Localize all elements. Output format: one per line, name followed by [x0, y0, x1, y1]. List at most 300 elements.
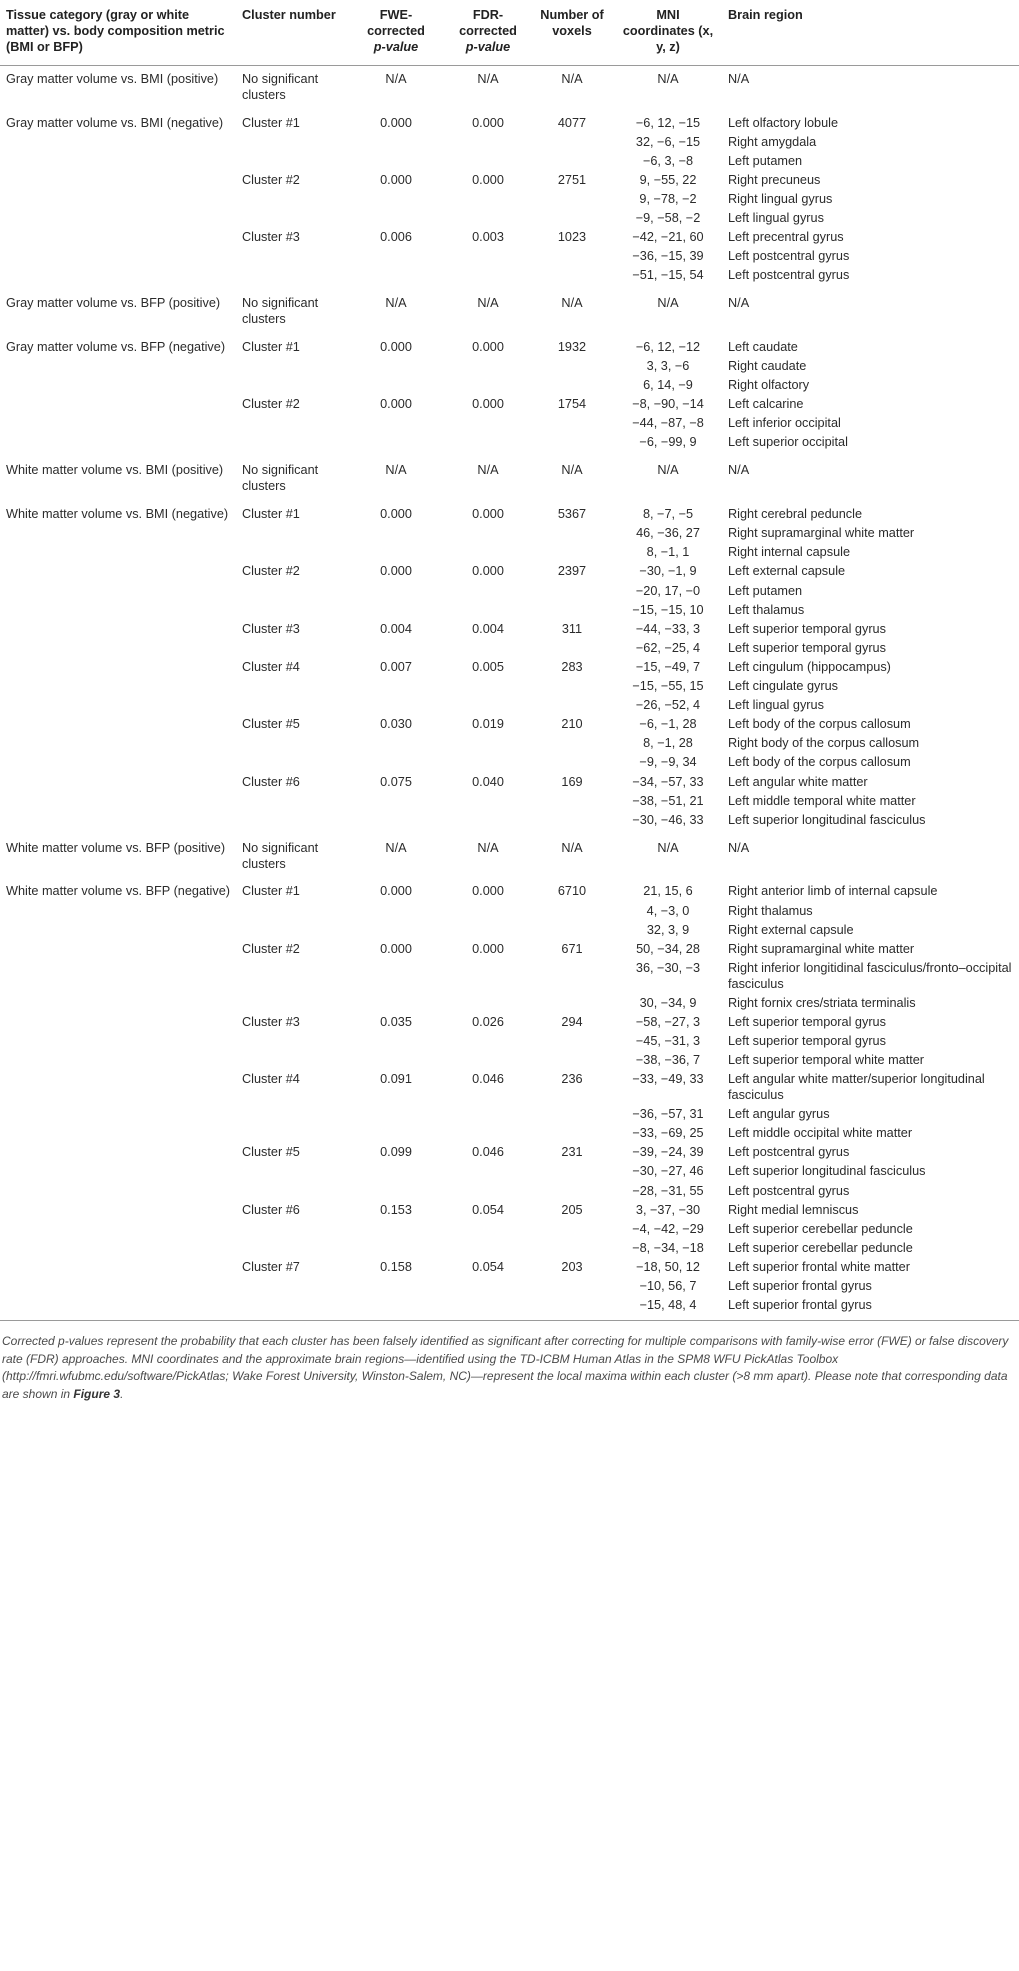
- cluster-number-cell: Cluster #1: [242, 340, 300, 354]
- table-row: [0, 1032, 1019, 1051]
- mni-coordinates-cell: N/A: [657, 296, 679, 311]
- cluster-number-cell: Cluster #2: [242, 564, 300, 579]
- fwe-pvalue-cell: [346, 677, 446, 696]
- cluster-number-cell: Cluster #5: [242, 717, 300, 732]
- voxel-count-cell: 205: [561, 1202, 583, 1217]
- table-row: [0, 65, 1019, 109]
- table-row: [0, 716, 1019, 735]
- tissue-category-cell: [0, 639, 236, 658]
- brain-region-cell: Right internal capsule: [728, 545, 851, 560]
- tissue-category-cell: Gray matter volume vs. BMI (positive): [6, 71, 219, 86]
- fdr-pvalue-cell: [446, 677, 530, 696]
- tissue-category-cell: [0, 1051, 236, 1070]
- fwe-pvalue-cell: [346, 415, 446, 434]
- fwe-pvalue-cell: [346, 1239, 446, 1258]
- brain-region-cell: Left inferior occipital: [728, 416, 841, 431]
- cluster-number-cell: [236, 1277, 346, 1296]
- table-row: [0, 525, 1019, 544]
- brain-region-cell: Left angular white matter: [728, 774, 868, 789]
- voxel-count-cell: [530, 209, 614, 228]
- fwe-pvalue-cell: N/A: [385, 296, 407, 311]
- cluster-number-cell: [236, 377, 346, 396]
- fwe-pvalue-cell: [346, 792, 446, 811]
- voxel-count-cell: [530, 1297, 614, 1321]
- cluster-number-cell: Cluster #6: [242, 774, 300, 789]
- brain-region-cell: Left superior frontal white matter: [728, 1259, 910, 1274]
- table-row: [0, 677, 1019, 696]
- voxel-count-cell: [530, 994, 614, 1013]
- tissue-category-cell: [0, 677, 236, 696]
- cluster-number-cell: [236, 601, 346, 620]
- tissue-category-cell: [0, 434, 236, 458]
- table-row: [0, 620, 1019, 639]
- brain-region-cell: Left external capsule: [728, 564, 846, 579]
- voxel-count-cell: [530, 1125, 614, 1144]
- table-row: [0, 940, 1019, 959]
- footnote-text: Corrected p-values represent the probability that each cluster has been falsely identified as significant after correcting for multiple comparisons with family-wise error (FWE) or false discovery rate (FDR) approaches. MNI coordinates and the approximate brain regions—identified using the TD-ICBM Human Atlas in the SPM8 WFU PickAtlas Toolbox (http://fmri.wfubmc.edu/software/PickAtlas; Wake Forest University, Winston-Salem, NC)—represent the local maxima within each cluster (>8 mm apart). Please note that corresponding data are shown in: [2, 1334, 1009, 1401]
- fdr-pvalue-cell: [446, 358, 530, 377]
- fdr-pvalue-cell: 0.046: [472, 1145, 504, 1160]
- mni-coordinates-cell: 9, −78, −2: [639, 191, 697, 206]
- tissue-category-cell: [0, 133, 236, 152]
- mni-coordinates-cell: −51, −15, 54: [632, 268, 704, 283]
- fwe-pvalue-cell: 0.000: [380, 397, 412, 412]
- fdr-pvalue-cell: [446, 902, 530, 921]
- fwe-pvalue-cell: N/A: [385, 840, 407, 855]
- tissue-category-cell: [0, 1106, 236, 1125]
- fwe-pvalue-cell: [346, 267, 446, 291]
- fwe-pvalue-cell: [346, 959, 446, 994]
- fwe-pvalue-cell: 0.000: [380, 564, 412, 579]
- tissue-category-cell: [0, 1125, 236, 1144]
- fwe-pvalue-cell: 0.000: [380, 172, 412, 187]
- table-row: [0, 396, 1019, 415]
- table-row: [0, 1277, 1019, 1296]
- fdr-pvalue-cell: [446, 152, 530, 171]
- fwe-pvalue-cell: 0.158: [380, 1259, 412, 1274]
- cluster-number-cell: Cluster #3: [242, 621, 300, 636]
- fwe-pvalue-cell: 0.000: [380, 941, 412, 956]
- fwe-pvalue-cell: 0.000: [380, 115, 412, 130]
- fdr-pvalue-cell: [446, 133, 530, 152]
- table-row: [0, 994, 1019, 1013]
- voxel-count-cell: [530, 959, 614, 994]
- tissue-category-cell: Gray matter volume vs. BMI (negative): [6, 115, 224, 130]
- brain-region-cell: Left superior temporal gyrus: [728, 1014, 886, 1029]
- table-row: [0, 754, 1019, 773]
- voxel-count-cell: N/A: [561, 840, 583, 855]
- brain-region-cell: Left postcentral gyrus: [728, 1183, 850, 1198]
- voxel-count-cell: 169: [561, 774, 583, 789]
- mni-coordinates-cell: −26, −52, 4: [635, 698, 701, 713]
- voxel-count-cell: [530, 1051, 614, 1070]
- table-row: [0, 835, 1019, 879]
- mni-coordinates-cell: −30, −46, 33: [632, 812, 704, 827]
- table-row: [0, 190, 1019, 209]
- fdr-pvalue-cell: 0.026: [472, 1014, 504, 1029]
- mni-coordinates-cell: −8, −90, −14: [632, 397, 704, 412]
- voxel-count-cell: 236: [561, 1072, 583, 1087]
- mni-coordinates-cell: 50, −34, 28: [636, 941, 700, 956]
- brain-region-cell: Right medial lemniscus: [728, 1202, 859, 1217]
- voxel-count-cell: [530, 190, 614, 209]
- voxel-count-cell: [530, 434, 614, 458]
- brain-region-cell: Left lingual gyrus: [728, 211, 824, 225]
- table-row: [0, 1182, 1019, 1201]
- cluster-number-cell: [236, 152, 346, 171]
- header-fwe-label: FWE-corrected: [367, 8, 425, 38]
- tissue-category-cell: [0, 209, 236, 228]
- cluster-number-cell: [236, 358, 346, 377]
- fdr-pvalue-cell: [446, 639, 530, 658]
- tissue-category-cell: [0, 415, 236, 434]
- mni-coordinates-cell: −6, −1, 28: [639, 717, 697, 732]
- cluster-number-cell: Cluster #4: [242, 659, 300, 674]
- voxel-count-cell: [530, 1277, 614, 1296]
- mni-coordinates-cell: 6, 14, −9: [643, 378, 693, 393]
- mni-coordinates-cell: −44, −87, −8: [632, 416, 704, 431]
- tissue-category-cell: [0, 544, 236, 563]
- mni-coordinates-cell: −9, −58, −2: [635, 211, 701, 225]
- fwe-pvalue-cell: [346, 754, 446, 773]
- voxel-count-cell: [530, 1163, 614, 1182]
- mni-coordinates-cell: −30, −27, 46: [632, 1164, 704, 1179]
- table-row: [0, 639, 1019, 658]
- voxel-count-cell: [530, 1239, 614, 1258]
- header-brain-region: Brain region: [722, 0, 1019, 65]
- tissue-category-cell: [0, 358, 236, 377]
- fwe-pvalue-cell: [346, 921, 446, 940]
- fdr-pvalue-cell: 0.054: [472, 1202, 504, 1217]
- fdr-pvalue-cell: [446, 959, 530, 994]
- tissue-category-cell: [0, 1258, 236, 1277]
- header-mni-coordinates: MNI coordinates (x, y, z): [614, 0, 722, 65]
- tissue-category-cell: [0, 773, 236, 792]
- voxel-count-cell: [530, 582, 614, 601]
- table-row: [0, 377, 1019, 396]
- tissue-category-cell: Gray matter volume vs. BFP (positive): [6, 296, 221, 311]
- mni-coordinates-cell: −62, −25, 4: [635, 640, 701, 655]
- fdr-pvalue-cell: 0.000: [472, 397, 504, 412]
- fwe-pvalue-cell: [346, 735, 446, 754]
- mni-coordinates-cell: 8, −1, 28: [643, 736, 693, 751]
- voxel-count-cell: [530, 133, 614, 152]
- tissue-category-cell: [0, 1239, 236, 1258]
- fdr-pvalue-cell: 0.003: [472, 230, 504, 245]
- mni-coordinates-cell: 8, −7, −5: [642, 507, 694, 522]
- fwe-pvalue-cell: [346, 994, 446, 1013]
- table-row: [0, 811, 1019, 835]
- voxel-count-cell: [530, 601, 614, 620]
- voxel-count-cell: N/A: [561, 296, 583, 311]
- header-tissue-category: Tissue category (gray or white matter) vs. body composition metric (BMI or BFP): [0, 0, 236, 65]
- cluster-number-cell: No significant clusters: [242, 296, 319, 327]
- fwe-pvalue-cell: [346, 811, 446, 835]
- cluster-number-cell: Cluster #7: [242, 1259, 300, 1274]
- cluster-number-cell: Cluster #2: [242, 397, 300, 412]
- fdr-pvalue-cell: [446, 994, 530, 1013]
- brain-region-cell: Left lingual gyrus: [728, 698, 824, 713]
- table-row: [0, 171, 1019, 190]
- tissue-category-cell: [0, 1182, 236, 1201]
- table-row: [0, 133, 1019, 152]
- tissue-category-cell: [0, 959, 236, 994]
- cluster-number-cell: [236, 1297, 346, 1321]
- voxel-count-cell: [530, 735, 614, 754]
- cluster-number-cell: [236, 525, 346, 544]
- brain-region-cell: Left superior longitudinal fasciculus: [728, 812, 926, 827]
- brain-region-cell: Left caudate: [728, 340, 798, 354]
- cluster-number-cell: Cluster #1: [242, 884, 300, 899]
- brain-region-cell: Left superior longitudinal fasciculus: [728, 1164, 926, 1179]
- tissue-category-cell: [0, 377, 236, 396]
- voxel-count-cell: 1754: [557, 397, 587, 412]
- voxel-count-cell: [530, 1032, 614, 1051]
- mni-coordinates-cell: −38, −51, 21: [632, 793, 704, 808]
- tissue-category-cell: White matter volume vs. BFP (positive): [6, 840, 226, 855]
- table-row: [0, 792, 1019, 811]
- mni-coordinates-cell: 4, −3, 0: [646, 903, 690, 918]
- mni-coordinates-cell: 30, −34, 9: [639, 995, 697, 1010]
- table-row: [0, 267, 1019, 291]
- table-row: [0, 878, 1019, 902]
- voxel-count-cell: 6710: [557, 884, 587, 899]
- cluster-number-cell: [236, 190, 346, 209]
- table-row: [0, 1258, 1019, 1277]
- voxel-count-cell: N/A: [561, 463, 583, 478]
- cluster-number-cell: [236, 639, 346, 658]
- cluster-number-cell: [236, 582, 346, 601]
- brain-region-cell: Right body of the corpus callosum: [728, 736, 920, 751]
- brain-region-cell: Left calcarine: [728, 397, 804, 412]
- tissue-category-cell: [0, 396, 236, 415]
- table-row: [0, 434, 1019, 458]
- header-fdr-corrected: [446, 0, 530, 65]
- fdr-pvalue-cell: [446, 1106, 530, 1125]
- fdr-pvalue-cell: [446, 434, 530, 458]
- brain-region-cell: Left putamen: [728, 583, 803, 598]
- brain-region-cell: Right supramarginal white matter: [728, 526, 915, 541]
- fdr-pvalue-cell: 0.054: [472, 1259, 504, 1274]
- fwe-pvalue-cell: 0.007: [380, 659, 412, 674]
- cluster-number-cell: [236, 902, 346, 921]
- table-row: [0, 110, 1019, 134]
- voxel-count-cell: 311: [561, 621, 583, 636]
- mni-coordinates-cell: 3, −37, −30: [635, 1202, 701, 1217]
- tissue-category-cell: White matter volume vs. BFP (negative): [6, 884, 230, 899]
- table-row: [0, 1163, 1019, 1182]
- table-row: [0, 229, 1019, 248]
- voxel-count-cell: 2397: [557, 564, 587, 579]
- brain-region-cell: Left postcentral gyrus: [728, 268, 850, 283]
- table-row: [0, 1125, 1019, 1144]
- mni-coordinates-cell: 21, 15, 6: [643, 884, 693, 899]
- tissue-category-cell: [0, 994, 236, 1013]
- cluster-number-cell: [236, 677, 346, 696]
- cluster-number-cell: [236, 1182, 346, 1201]
- cluster-number-cell: Cluster #4: [242, 1072, 300, 1087]
- table-row: [0, 921, 1019, 940]
- cluster-number-cell: Cluster #1: [242, 115, 300, 130]
- mni-coordinates-cell: −20, 17, −0: [635, 583, 701, 598]
- fdr-pvalue-cell: [446, 1051, 530, 1070]
- voxel-count-cell: 294: [561, 1014, 583, 1029]
- cluster-number-cell: [236, 248, 346, 267]
- fwe-pvalue-cell: 0.035: [380, 1014, 412, 1029]
- mni-coordinates-cell: −6, 12, −12: [635, 340, 701, 354]
- cluster-number-cell: [236, 415, 346, 434]
- brain-region-cell: Left putamen: [728, 153, 803, 168]
- fdr-pvalue-cell: 0.000: [472, 884, 504, 899]
- table-row: [0, 1201, 1019, 1220]
- mni-coordinates-cell: 9, −55, 22: [639, 172, 697, 187]
- brain-region-cell: Right supramarginal white matter: [728, 941, 915, 956]
- mni-coordinates-cell: −15, −55, 15: [632, 679, 704, 694]
- table-row: [0, 735, 1019, 754]
- cluster-number-cell: [236, 1032, 346, 1051]
- tissue-category-cell: [0, 716, 236, 735]
- mni-coordinates-cell: 46, −36, 27: [636, 526, 700, 541]
- brain-region-cell: Right anterior limb of internal capsule: [728, 884, 938, 899]
- table-body: [0, 65, 1019, 1320]
- brain-region-cell: Right fornix cres/striata terminalis: [728, 995, 916, 1010]
- brain-region-cell: Left cingulum (hippocampus): [728, 659, 891, 674]
- tissue-category-cell: [0, 921, 236, 940]
- brain-region-cell: Right amygdala: [728, 134, 817, 149]
- brain-region-cell: N/A: [728, 463, 750, 478]
- table-row: [0, 959, 1019, 994]
- fdr-pvalue-cell: 0.000: [472, 340, 504, 354]
- mni-coordinates-cell: 8, −1, 1: [646, 545, 690, 560]
- voxel-count-cell: N/A: [561, 71, 583, 86]
- voxel-count-cell: [530, 525, 614, 544]
- tissue-category-cell: White matter volume vs. BMI (negative): [6, 507, 229, 522]
- tissue-category-cell: [0, 1071, 236, 1106]
- table-row: [0, 582, 1019, 601]
- voxel-count-cell: 203: [561, 1259, 583, 1274]
- cluster-number-cell: [236, 921, 346, 940]
- cluster-number-cell: [236, 1239, 346, 1258]
- brain-region-cell: Left middle temporal white matter: [728, 793, 916, 808]
- cluster-number-cell: [236, 994, 346, 1013]
- tissue-category-cell: [0, 658, 236, 677]
- fdr-pvalue-cell: N/A: [477, 296, 499, 311]
- brain-region-cell: Right cerebral peduncle: [728, 507, 863, 522]
- brain-region-cell: Left superior cerebellar peduncle: [728, 1240, 913, 1255]
- tissue-category-cell: [0, 171, 236, 190]
- tissue-category-cell: [0, 1032, 236, 1051]
- table-row: [0, 457, 1019, 501]
- fdr-pvalue-cell: [446, 415, 530, 434]
- cluster-number-cell: [236, 544, 346, 563]
- fwe-pvalue-cell: [346, 544, 446, 563]
- table-row: [0, 601, 1019, 620]
- fdr-pvalue-cell: [446, 267, 530, 291]
- footnote-figure-ref: Figure 3: [73, 1386, 121, 1401]
- tissue-category-cell: White matter volume vs. BMI (positive): [6, 463, 224, 478]
- header-fwe-pvalue: p-value: [373, 39, 419, 54]
- tissue-category-cell: [0, 811, 236, 835]
- cluster-number-cell: No significant clusters: [242, 840, 319, 871]
- tissue-category-cell: Gray matter volume vs. BFP (negative): [6, 340, 226, 354]
- mni-coordinates-cell: −39, −24, 39: [632, 1145, 704, 1160]
- table-row: [0, 1051, 1019, 1070]
- brain-region-cell: Left superior cerebellar peduncle: [728, 1221, 913, 1236]
- tissue-category-cell: [0, 940, 236, 959]
- cluster-number-cell: [236, 267, 346, 291]
- brain-region-cell: Left precentral gyrus: [728, 230, 844, 245]
- tissue-category-cell: [0, 190, 236, 209]
- fwe-pvalue-cell: [346, 1297, 446, 1321]
- mni-coordinates-cell: −28, −31, 55: [632, 1183, 704, 1198]
- voxel-count-cell: [530, 1220, 614, 1239]
- fwe-pvalue-cell: 0.030: [380, 717, 412, 732]
- fwe-pvalue-cell: [346, 190, 446, 209]
- footnote-end: .: [120, 1386, 124, 1401]
- mni-coordinates-cell: −8, −34, −18: [632, 1240, 704, 1255]
- fdr-pvalue-cell: [446, 1220, 530, 1239]
- table-row: [0, 1297, 1019, 1321]
- tissue-category-cell: [0, 229, 236, 248]
- fwe-pvalue-cell: [346, 697, 446, 716]
- mni-coordinates-cell: −38, −36, 7: [635, 1053, 701, 1068]
- brain-region-cell: Left middle occipital white matter: [728, 1126, 913, 1141]
- mni-coordinates-cell: −6, 3, −8: [642, 153, 694, 168]
- voxel-count-cell: [530, 921, 614, 940]
- tissue-category-cell: [0, 601, 236, 620]
- fdr-pvalue-cell: 0.000: [472, 564, 504, 579]
- brain-region-cell: Right inferior longitidinal fasciculus/fronto–occipital fasciculus: [728, 960, 1012, 991]
- voxel-count-cell: [530, 267, 614, 291]
- mni-coordinates-cell: −30, −1, 9: [639, 564, 697, 579]
- fwe-pvalue-cell: [346, 1163, 446, 1182]
- table-row: [0, 1220, 1019, 1239]
- brain-region-cell: Right caudate: [728, 359, 807, 374]
- mni-coordinates-cell: −42, −21, 60: [632, 230, 704, 245]
- cluster-number-cell: [236, 697, 346, 716]
- fdr-pvalue-cell: [446, 377, 530, 396]
- mni-coordinates-cell: −6, 12, −15: [635, 115, 701, 130]
- voxel-count-cell: 231: [561, 1145, 583, 1160]
- table-row: [0, 209, 1019, 228]
- table-row: [0, 1106, 1019, 1125]
- brain-region-cell: N/A: [728, 296, 750, 311]
- table-row: [0, 563, 1019, 582]
- brain-region-cell: Left cingulate gyrus: [728, 679, 839, 694]
- cluster-number-cell: [236, 434, 346, 458]
- mni-coordinates-cell: N/A: [657, 463, 679, 478]
- fwe-pvalue-cell: [346, 377, 446, 396]
- fdr-pvalue-cell: 0.004: [472, 621, 504, 636]
- mni-coordinates-cell: −45, −31, 3: [635, 1033, 701, 1048]
- table-row: [0, 544, 1019, 563]
- cluster-number-cell: [236, 754, 346, 773]
- fdr-pvalue-cell: [446, 921, 530, 940]
- cluster-number-cell: [236, 811, 346, 835]
- fdr-pvalue-cell: 0.000: [472, 115, 504, 130]
- fwe-pvalue-cell: N/A: [385, 463, 407, 478]
- tissue-category-cell: [0, 697, 236, 716]
- mni-coordinates-cell: −10, 56, 7: [639, 1279, 697, 1293]
- fwe-pvalue-cell: [346, 152, 446, 171]
- fdr-pvalue-cell: 0.000: [472, 172, 504, 187]
- fdr-pvalue-cell: 0.046: [472, 1072, 504, 1087]
- fwe-pvalue-cell: [346, 1277, 446, 1296]
- cluster-number-cell: Cluster #2: [242, 172, 300, 187]
- voxel-count-cell: [530, 639, 614, 658]
- brain-region-cell: Right precuneus: [728, 172, 821, 187]
- voxel-count-cell: [530, 377, 614, 396]
